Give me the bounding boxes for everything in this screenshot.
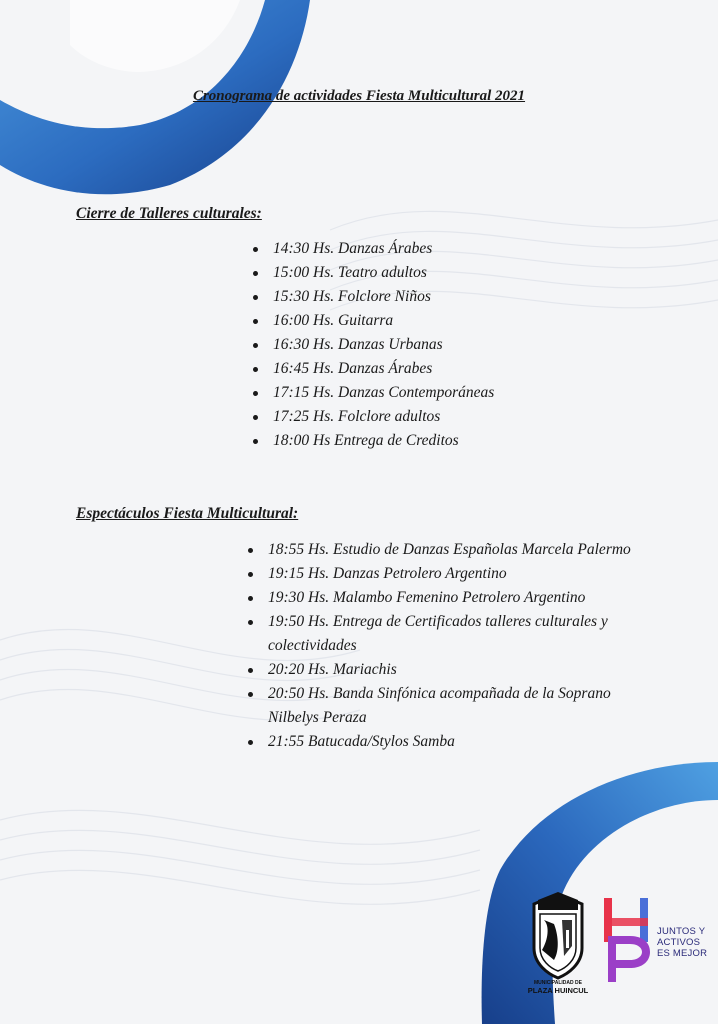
list-item: [246, 562, 646, 586]
list-item: [251, 357, 691, 381]
espectaculos-schedule-list: [246, 538, 646, 766]
municipal-caption: [520, 980, 596, 995]
list-item: [246, 586, 646, 610]
campaign-line1: JUNTOS Y: [657, 926, 706, 937]
list-item: [251, 285, 691, 309]
list-item: [246, 610, 646, 658]
campaign-slogan: [657, 926, 707, 959]
municipal-caption-name: PLAZA HUINCUL: [527, 986, 589, 995]
list-item-text: 18:00 Hs Entrega de Creditos: [273, 432, 459, 449]
list-item: [251, 381, 691, 405]
list-item-text: 15:00 Hs. Teatro adultos: [273, 264, 427, 281]
bullet-icon: [253, 439, 258, 444]
list-item: [251, 261, 691, 285]
bullet-icon: [248, 620, 253, 625]
campaign-line2: ACTIVOS: [657, 937, 701, 948]
list-item: [246, 730, 646, 754]
list-item-text: 17:25 Hs. Folclore adultos: [273, 408, 441, 425]
campaign-line3: ES MEJOR: [657, 948, 708, 959]
bullet-icon: [248, 668, 253, 673]
list-item-text: 15:30 Hs. Folclore Niños: [273, 288, 431, 305]
list-item-text: 20:50 Hs. Banda Sinfónica acompañada de la Soprano Nilbelys Peraza: [268, 685, 611, 726]
list-item: [251, 237, 691, 261]
list-item-text: 19:15 Hs. Danzas Petrolero Argentino: [268, 565, 507, 582]
document-title: Cronograma de actividades Fiesta Multicultural 2021: [192, 88, 526, 104]
list-item: [246, 658, 646, 682]
bullet-icon: [253, 367, 258, 372]
list-item-text: 14:30 Hs. Danzas Árabes: [273, 240, 433, 257]
list-item-text: 19:50 Hs. Entrega de Certificados talleres culturales y colectividades: [268, 613, 608, 654]
list-item-text: 21:55 Batucada/Stylos Samba: [268, 733, 455, 750]
section-heading-espectaculos: Espectáculos Fiesta Multicultural:: [76, 505, 299, 522]
section-heading-talleres: Cierre de Talleres culturales:: [76, 205, 262, 222]
bullet-icon: [248, 548, 253, 553]
list-item: [251, 429, 691, 453]
bullet-icon: [253, 415, 258, 420]
list-item-text: 17:15 Hs. Danzas Contemporáneas: [273, 384, 495, 401]
list-item: [246, 682, 646, 730]
list-item-text: 16:00 Hs. Guitarra: [273, 312, 394, 329]
list-item-text: 16:30 Hs. Danzas Urbanas: [273, 336, 443, 353]
bullet-icon: [253, 295, 258, 300]
list-item: [251, 405, 691, 429]
talleres-schedule-list: [251, 237, 691, 453]
municipal-caption-small: MUNICIPALIDAD DE: [534, 980, 582, 986]
bullet-icon: [253, 391, 258, 396]
bullet-icon: [248, 740, 253, 745]
list-item-text: 20:20 Hs. Mariachis: [268, 661, 397, 678]
list-item-text: 18:55 Hs. Estudio de Danzas Españolas Marcela Palermo: [268, 541, 631, 558]
bullet-icon: [248, 572, 253, 577]
bullet-icon: [248, 692, 253, 697]
bullet-icon: [253, 247, 258, 252]
bullet-icon: [253, 271, 258, 276]
list-item: [246, 538, 646, 562]
bullet-icon: [248, 596, 253, 601]
list-item-text: 19:30 Hs. Malambo Femenino Petrolero Argentino: [268, 589, 586, 606]
list-item: [251, 309, 691, 333]
bullet-icon: [253, 343, 258, 348]
bullet-icon: [253, 319, 258, 324]
list-item: [251, 333, 691, 357]
list-item-text: 16:45 Hs. Danzas Árabes: [273, 360, 433, 377]
